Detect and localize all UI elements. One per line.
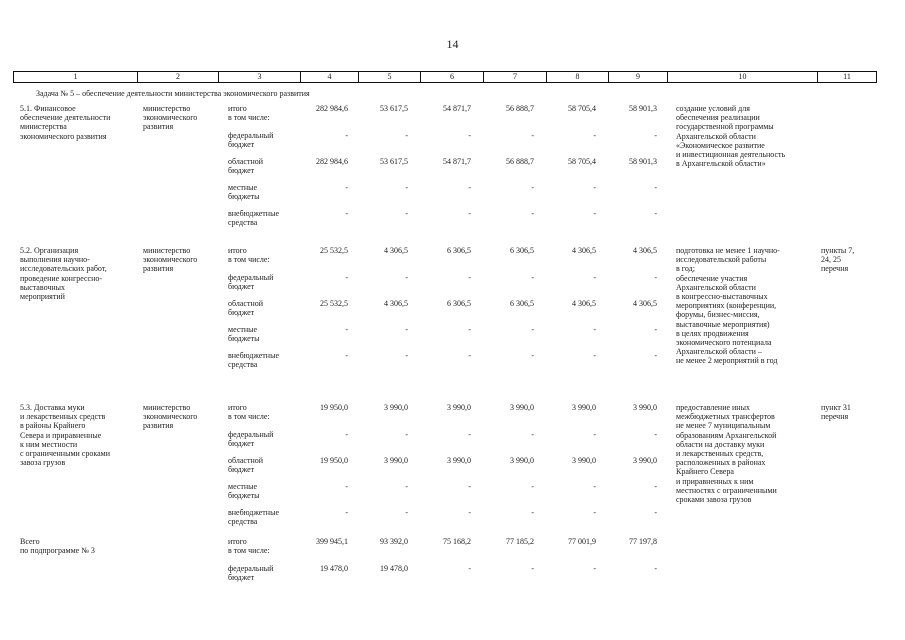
amount-cell: 77 197,8: [629, 537, 657, 546]
amount-cell: -: [345, 508, 348, 517]
funding-source-line: местные: [228, 325, 258, 334]
executor: [143, 403, 218, 431]
amount-cell: 3 990,0: [572, 456, 596, 465]
column-header-3: 3: [218, 72, 300, 82]
activity-name-line: выполнения научно-: [20, 255, 90, 265]
amount-cell: 77 185,2: [506, 537, 534, 546]
amount-cell: -: [531, 325, 534, 334]
funding-source-line: федеральный: [228, 131, 274, 140]
amount-cell: 54 871,7: [443, 104, 471, 113]
amount-cell: -: [345, 131, 348, 140]
expected-result-line: «Экономическое развитие: [676, 140, 765, 150]
amount-cell: 19 478,0: [380, 564, 408, 573]
executor-line: экономического: [143, 255, 198, 265]
column-header-6: 6: [420, 72, 483, 82]
amount-cell: -: [654, 273, 657, 282]
amount-cell: -: [468, 325, 471, 334]
expected-result-line: расположенных в районах: [676, 458, 766, 468]
amount-cell: 399 945,1: [316, 537, 348, 546]
amount-cell: -: [345, 482, 348, 491]
funding-source-line: внебюджетные: [228, 351, 279, 360]
amount-cell: -: [654, 209, 657, 218]
amount-cell: 4 306,5: [572, 246, 596, 255]
funding-source-line: бюджет: [228, 166, 255, 176]
column-header-7: 7: [483, 72, 546, 82]
amount-cell: 282 984,6: [316, 104, 348, 113]
activity-name: [20, 403, 135, 467]
amount-cell: 19 950,0: [320, 456, 348, 465]
amount-cell: -: [405, 183, 408, 192]
list-reference: [821, 246, 877, 274]
activity-name-line: выставочных: [20, 282, 66, 292]
amount-cell: 53 617,5: [380, 104, 408, 113]
amount-cell: -: [531, 482, 534, 491]
amount-cell: 6 306,5: [510, 246, 534, 255]
amount-cell: -: [654, 131, 657, 140]
executor-line: министерство: [143, 104, 191, 113]
funding-source-line: средства: [228, 517, 258, 527]
funding-source-line: местные: [228, 482, 258, 491]
amount-cell: -: [345, 209, 348, 218]
funding-source-line: в том числе:: [228, 412, 270, 422]
expected-result: [676, 104, 816, 168]
funding-source-line: бюджеты: [228, 192, 260, 202]
expected-result-line: экономического потенциала: [676, 337, 772, 347]
amount-cell: -: [654, 183, 657, 192]
amount-cell: 25 532,5: [320, 246, 348, 255]
amount-cell: -: [593, 183, 596, 192]
column-header-9: 9: [608, 72, 667, 82]
list-reference-line: перечня: [821, 412, 849, 422]
executor-line: министерство: [143, 403, 191, 412]
amount-cell: -: [654, 564, 657, 573]
column-header-10: 10: [667, 72, 817, 82]
amount-cell: -: [654, 325, 657, 334]
task-title: Задача № 5 – обеспечение деятельности министерства экономического развития: [36, 89, 310, 98]
funding-source-line: в том числе:: [228, 113, 270, 123]
expected-result-line: в целях продвижения: [676, 328, 749, 338]
funding-source-line: федеральный: [228, 273, 274, 282]
amount-cell: 3 990,0: [633, 456, 657, 465]
amount-cell: -: [593, 564, 596, 573]
funding-source-line: внебюджетные: [228, 508, 279, 517]
amount-cell: 3 990,0: [447, 456, 471, 465]
list-reference: [821, 403, 877, 421]
amount-cell: -: [531, 209, 534, 218]
amount-cell: -: [468, 564, 471, 573]
column-header-11: 11: [817, 72, 877, 82]
expected-result-line: местностях с ограниченными: [676, 485, 777, 495]
column-header-1: 1: [13, 72, 137, 82]
amount-cell: -: [405, 273, 408, 282]
amount-cell: 19 950,0: [320, 403, 348, 412]
expected-result-line: не менее 2 мероприятий в год: [676, 356, 778, 366]
expected-result-line: в Архангельской области»: [676, 159, 766, 169]
amount-cell: -: [468, 508, 471, 517]
amount-cell: 6 306,5: [447, 246, 471, 255]
expected-result: [676, 403, 816, 504]
activity-name-line: Севера и приравненные: [20, 430, 102, 440]
expected-result-line: предоставление иных: [676, 403, 750, 412]
activity-name-line: 5.2. Организация: [20, 246, 79, 255]
expected-result-line: межбюджетных трансфертов: [676, 412, 775, 422]
amount-cell: -: [345, 183, 348, 192]
amount-cell: 58 901,3: [629, 157, 657, 166]
amount-cell: -: [405, 482, 408, 491]
amount-cell: 3 990,0: [633, 403, 657, 412]
activity-name: [20, 537, 135, 555]
amount-cell: 4 306,5: [633, 246, 657, 255]
amount-cell: -: [593, 430, 596, 439]
amount-cell: -: [468, 183, 471, 192]
list-reference-line: пункты 7,: [821, 246, 855, 255]
amount-cell: 3 990,0: [384, 403, 408, 412]
amount-cell: 4 306,5: [384, 299, 408, 308]
amount-cell: -: [654, 430, 657, 439]
amount-cell: 54 871,7: [443, 157, 471, 166]
amount-cell: -: [405, 351, 408, 360]
amount-cell: 19 478,0: [320, 564, 348, 573]
column-header-5: 5: [358, 72, 420, 82]
amount-cell: 53 617,5: [380, 157, 408, 166]
activity-name-line: экономического развития: [20, 131, 107, 141]
funding-source-line: средства: [228, 218, 258, 228]
amount-cell: -: [593, 131, 596, 140]
activity-name: [20, 246, 135, 301]
amount-cell: -: [468, 209, 471, 218]
amount-cell: -: [593, 325, 596, 334]
amount-cell: 4 306,5: [384, 246, 408, 255]
funding-source-line: итого: [228, 246, 247, 255]
amount-cell: -: [531, 430, 534, 439]
amount-cell: 3 990,0: [447, 403, 471, 412]
amount-cell: 3 990,0: [572, 403, 596, 412]
funding-source-line: внебюджетные: [228, 209, 279, 218]
activity-name-line: по подпрограмме № 3: [20, 546, 95, 556]
expected-result-line: форумы, бизнес-миссия,: [676, 310, 760, 320]
funding-source-line: итого: [228, 403, 247, 412]
funding-source-line: итого: [228, 104, 247, 113]
amount-cell: -: [405, 209, 408, 218]
funding-source-line: бюджет: [228, 282, 255, 292]
amount-cell: 6 306,5: [447, 299, 471, 308]
amount-cell: -: [531, 508, 534, 517]
expected-result-line: и лекарственных средств,: [676, 448, 764, 458]
amount-cell: -: [405, 131, 408, 140]
amount-cell: 3 990,0: [384, 456, 408, 465]
amount-cell: -: [654, 351, 657, 360]
expected-result-line: и приравненных к ним: [676, 476, 754, 486]
amount-cell: -: [345, 430, 348, 439]
funding-source-line: федеральный: [228, 564, 274, 573]
executor-line: развития: [143, 264, 174, 274]
activity-name-line: Всего: [20, 537, 40, 546]
funding-source-line: областной: [228, 157, 264, 166]
funding-source-line: бюджет: [228, 573, 255, 583]
expected-result-line: создание условий для: [676, 104, 750, 113]
expected-result-line: выставочные мероприятия): [676, 319, 770, 329]
expected-result-line: Архангельской области –: [676, 347, 762, 357]
page-number: 14: [446, 37, 459, 51]
activity-name-line: мероприятий: [20, 291, 65, 301]
column-header-row: [13, 71, 877, 83]
activity-name-line: завоза грузов: [20, 458, 66, 468]
amount-cell: -: [468, 482, 471, 491]
funding-source-line: местные: [228, 183, 258, 192]
activity-name: [20, 104, 135, 141]
amount-cell: 4 306,5: [572, 299, 596, 308]
amount-cell: -: [654, 508, 657, 517]
column-header-4: 4: [300, 72, 358, 82]
funding-source-line: бюджеты: [228, 491, 260, 501]
executor-line: развития: [143, 122, 174, 132]
activity-name-line: в районы Крайнего: [20, 421, 86, 431]
amount-cell: -: [405, 430, 408, 439]
amount-cell: -: [405, 508, 408, 517]
amount-cell: 77 001,9: [568, 537, 596, 546]
funding-source-line: средства: [228, 360, 258, 370]
activity-name-line: обеспечение деятельности: [20, 113, 111, 123]
funding-source-line: областной: [228, 456, 264, 465]
funding-source-line: итого: [228, 537, 247, 546]
activity-name-line: министерства: [20, 122, 67, 132]
funding-source-line: бюджет: [228, 308, 255, 318]
amount-cell: -: [345, 273, 348, 282]
amount-cell: 56 888,7: [506, 104, 534, 113]
amount-cell: -: [345, 351, 348, 360]
funding-source-line: бюджет: [228, 439, 255, 449]
executor-line: развития: [143, 421, 174, 431]
funding-source-line: федеральный: [228, 430, 274, 439]
expected-result-line: области на доставку муки: [676, 439, 765, 449]
funding-source-line: бюджет: [228, 465, 255, 475]
amount-cell: 3 990,0: [510, 456, 534, 465]
executor: [143, 104, 218, 132]
amount-cell: -: [531, 131, 534, 140]
amount-cell: 6 306,5: [510, 299, 534, 308]
expected-result-line: в год;: [676, 264, 695, 274]
expected-result-line: и инвестиционная деятельность: [676, 149, 786, 159]
expected-result-line: обеспечения реализации: [676, 113, 760, 123]
amount-cell: -: [593, 482, 596, 491]
amount-cell: -: [531, 273, 534, 282]
amount-cell: -: [531, 351, 534, 360]
amount-cell: -: [405, 325, 408, 334]
amount-cell: -: [593, 209, 596, 218]
activity-name-line: с ограниченными сроками: [20, 448, 111, 458]
funding-source-line: бюджеты: [228, 334, 260, 344]
amount-cell: -: [468, 273, 471, 282]
amount-cell: -: [593, 351, 596, 360]
amount-cell: 56 888,7: [506, 157, 534, 166]
funding-source-line: в том числе:: [228, 546, 270, 556]
amount-cell: 3 990,0: [510, 403, 534, 412]
expected-result-line: исследовательской работы: [676, 255, 767, 265]
expected-result: [676, 246, 816, 365]
amount-cell: 4 306,5: [633, 299, 657, 308]
expected-result-line: обеспечение участия: [676, 273, 748, 283]
amount-cell: -: [531, 564, 534, 573]
funding-source-line: в том числе:: [228, 255, 270, 265]
activity-name-line: 5.1. Финансовое: [20, 104, 76, 113]
amount-cell: 75 168,2: [443, 537, 471, 546]
expected-result-line: не менее 7 муниципальным: [676, 421, 771, 431]
list-reference-line: пункт 31: [821, 403, 851, 412]
amount-cell: -: [468, 131, 471, 140]
activity-name-line: 5.3. Доставка муки: [20, 403, 85, 412]
amount-cell: 25 532,5: [320, 299, 348, 308]
expected-result-line: образованиям Архангельской: [676, 430, 777, 440]
executor: [143, 246, 218, 274]
amount-cell: 58 705,4: [568, 157, 596, 166]
executor-line: экономического: [143, 113, 198, 123]
expected-result-line: сроками завоза грузов: [676, 494, 752, 504]
amount-cell: -: [593, 508, 596, 517]
activity-name-line: и лекарственных средств: [20, 412, 106, 422]
amount-cell: 58 705,4: [568, 104, 596, 113]
expected-result-line: Архангельской области: [676, 282, 756, 292]
amount-cell: -: [468, 430, 471, 439]
expected-result-line: Крайнего Севера: [676, 467, 734, 477]
activity-name-line: к ним местности: [20, 439, 78, 449]
amount-cell: -: [654, 482, 657, 491]
funding-source-line: бюджет: [228, 140, 255, 150]
amount-cell: 93 392,0: [380, 537, 408, 546]
amount-cell: -: [531, 183, 534, 192]
list-reference-line: перечня: [821, 264, 849, 274]
list-reference-line: 24, 25: [821, 255, 841, 265]
expected-result-line: Архангельской области: [676, 131, 756, 141]
amount-cell: 282 984,6: [316, 157, 348, 166]
funding-source-line: областной: [228, 299, 264, 308]
expected-result-line: мероприятиях (конференции,: [676, 301, 777, 311]
executor-line: министерство: [143, 246, 191, 255]
activity-name-line: исследовательских работ,: [20, 264, 107, 274]
expected-result-line: подготовка не менее 1 научно-: [676, 246, 780, 255]
amount-cell: -: [593, 273, 596, 282]
amount-cell: -: [345, 325, 348, 334]
activity-name-line: проведение конгрессно-: [20, 273, 103, 283]
amount-cell: 58 901,3: [629, 104, 657, 113]
executor-line: экономического: [143, 412, 198, 422]
column-header-8: 8: [546, 72, 608, 82]
column-header-2: 2: [137, 72, 218, 82]
expected-result-line: государственной программы: [676, 122, 774, 132]
expected-result-line: в конгрессно-выставочных: [676, 291, 768, 301]
amount-cell: -: [468, 351, 471, 360]
